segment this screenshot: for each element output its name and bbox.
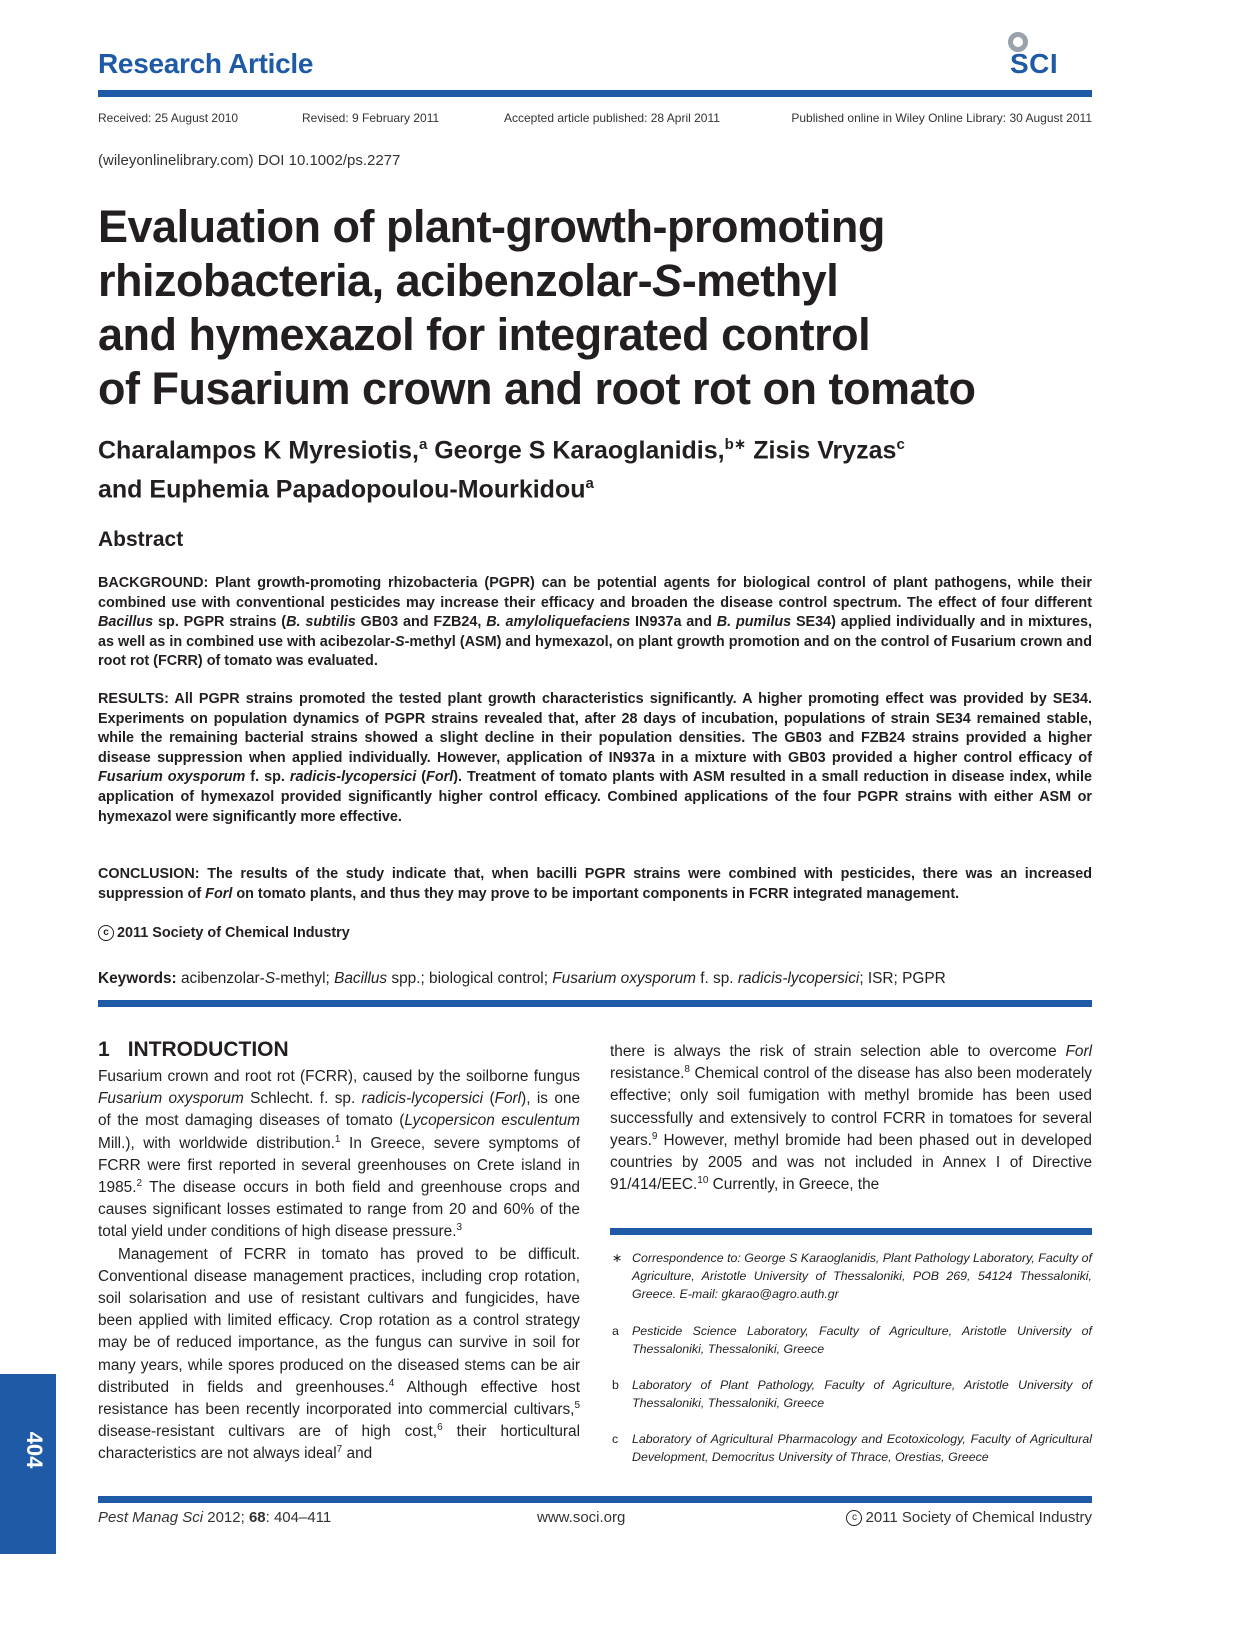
sci-logo <box>1000 30 1090 82</box>
doi-line: (wileyonlinelibrary.com) DOI 10.1002/ps.2277 <box>98 152 401 169</box>
footnote-mark: b <box>612 1378 619 1392</box>
abstract-conclusion: CONCLUSION: The results of the study indicate that, when bacilli PGPR strains were combined with pesticides, there was an increased suppression of Forl on tomato plants, and thus they may prove to be important components in FCRR integrated management. <box>98 866 1092 902</box>
intro-left-column <box>98 1066 580 1466</box>
author-line: Charalampos K Myresiotis,$^a$ George S Karaoglanidis,$^{b∗}$ Zisis Vryzas$^c$ <box>98 436 905 465</box>
footer-citation: Pest Manag Sci 2012; 68: 404–411 <box>98 1509 332 1526</box>
copyright-icon: c <box>98 925 114 941</box>
title-line: Evaluation of plant-growth-promoting <box>98 201 885 252</box>
page-number: 404 <box>22 1431 47 1469</box>
footnote-affiliation-b <box>612 1376 1092 1412</box>
footnote-text: Laboratory of Agricultural Pharmacology and Ecotoxicology, Faculty of Agricultural Development, Democritus University of Thrace, Orestias, Greece <box>632 1432 1092 1464</box>
title-line: and hymexazol for integrated control <box>98 309 871 360</box>
footnote-text: Pesticide Science Laboratory, Faculty of Agriculture, Aristotle University of Thessaloniki, Thessaloniki, Greece <box>632 1324 1092 1356</box>
footnote-mark: c <box>612 1432 619 1446</box>
author-list <box>98 428 1098 507</box>
section-heading <box>98 1038 289 1062</box>
footnote-rule <box>610 1228 1092 1235</box>
author: and Euphemia Papadopoulou-Mourkidou <box>98 475 586 504</box>
paragraph: there is always the risk of strain selection able to overcome Forl resistance.$^8$ Chemical control of the disease has also been moderately effective; only soil fumigation with methyl bromide has been used successfully and extensively to control FCRR in tomatoes for several years.$^9$ However, methyl bromide had been phased out in developed countries by 2005 and was not included in Annex I of Directive 91/414/EEC.$^{10}$ Currently, in Greece, the <box>610 1043 1092 1194</box>
footer-copyright: c 2011 Society of Chemical Industry <box>846 1509 1092 1526</box>
author: Charalampos K Myresiotis, <box>98 436 419 465</box>
copyright-icon: c <box>846 1510 862 1526</box>
paragraph: Fusarium crown and root rot (FCRR), caused by the soilborne fungus Fusarium oxysporum Schlecht. f. sp. radicis-lycopersici (Forl), is one of the most damaging diseases of tomato (Lycopersicon esculentum Mill.), with worldwide distribution.$^1$ In Greece, severe symptoms of FCRR were first reported in several greenhouses on Crete island in 1985.$^2$ The disease occurs in both field and greenhouse crops and causes significant losses estimated to range from 20 and 60% of the total yield under conditions of high disease pressure.$^3$ <box>98 1068 581 1241</box>
abstract-background: BACKGROUND: Plant growth-promoting rhizobacteria (PGPR) can be potential agents for biological control of plant pathogens, while their combined use with conventional pesticides may increase their efficacy and broaden the disease control spectrum. The effect of four different Bacillus sp. PGPR strains (B. subtilis GB03 and FZB24, B. amyloliquefaciens IN937a and B. pumilus SE34) applied individually and in mixtures, as well as in combined use with acibezolar-S-methyl (ASM) and hymexazol, on plant growth promotion and on the control of Fusarium crown and root rot (FCRR) of tomato was evaluated. <box>98 575 1093 670</box>
keywords-label: Keywords: <box>98 970 177 987</box>
footnote-text: Laboratory of Plant Pathology, Faculty of Agriculture, Aristotle University of Thessaloniki, Thessaloniki, Greece <box>632 1378 1092 1410</box>
section-title: INTRODUCTION <box>127 1038 289 1061</box>
published-date: Published online in Wiley Online Library: 30 August 2011 <box>791 111 1092 125</box>
title-line: rhizobacteria, acibenzolar-S-methyl <box>98 255 839 306</box>
footer-rule <box>98 1496 1092 1503</box>
abstract-results: RESULTS: All PGPR strains promoted the tested plant growth characteristics significantly. A higher promoting effect was provided by SE34. Experiments on population dynamics of PGPR strains revealed that, after 28 days of incubation, populations of strain SE34 remained stable, while the remaining bacterial strains showed a slight decline in their population densities. The GB03 and FZB24 strains provided a higher disease suppression when applied individually. However, application of IN937a in a mixture with GB03 provided a higher control efficacy of Fusarium oxysporum f. sp. radicis-lycopersici (Forl). Treatment of tomato plants with ASM resulted in a small reduction in disease index, while application of hymexazol provided significantly higher control efficacy. Combined applications of the four PGPR strains with either ASM or hymexazol were significantly more effective. <box>98 691 1092 825</box>
revised-date: Revised: 9 February 2011 <box>302 111 440 125</box>
sci-logo-text: SCI <box>1010 48 1059 79</box>
intro-right-column <box>610 1041 1092 1196</box>
author: Zisis Vryzas <box>746 436 897 465</box>
accepted-date: Accepted article published: 28 April 2011 <box>504 111 720 125</box>
keywords: Keywords: acibenzolar-S-methyl; Bacillus spp.; biological control; Fusarium oxysporum f. sp. radicis-lycopersici; ISR; PGPR <box>98 970 946 987</box>
section-number: 1 <box>98 1038 110 1061</box>
received-date: Received: 25 August 2010 <box>98 111 239 125</box>
footnote-affiliation-c <box>612 1430 1092 1466</box>
footnote-correspondence <box>612 1249 1092 1303</box>
footnote-text: Correspondence to: George S Karaoglanidis, Plant Pathology Laboratory, Faculty of Agriculture, Aristotle University of Thessaloniki, POB 269, 54124 Thessaloniki, Greece. E-mail: gkarao@agro.auth.gr <box>632 1251 1092 1301</box>
footnote-affiliation-a <box>612 1322 1092 1358</box>
keywords-rule <box>98 1000 1092 1007</box>
header-rule <box>98 90 1092 97</box>
title-line: of Fusarium crown and root rot on tomato <box>98 363 976 414</box>
footer-website: www.soci.org <box>537 1509 626 1526</box>
author: George S Karaoglanidis, <box>427 436 725 465</box>
article-title <box>98 200 1098 416</box>
article-type-heading: Research Article <box>98 48 314 79</box>
author-line: and Euphemia Papadopoulou-Mourkidou$^a$ <box>98 475 594 504</box>
abstract-heading: Abstract <box>98 528 184 551</box>
footnote-mark: ∗ <box>612 1251 623 1265</box>
footnote-mark: a <box>612 1324 619 1338</box>
paragraph: Management of FCRR in tomato has proved to be difficult. Conventional disease management practices, including crop rotation, soil solarisation and use of resistant cultivars and fungicides, have been applied with limited efficacy. Crop rotation as a control strategy may be of reduced importance, as the fungus can survive in soil for many years, while spores produced on the diseased stems can be air distributed in fields and greenhouses.$^4$ Although effective host resistance has been recently incorporated into commercial cultivars,$^5$ disease-resistant cultivars are of high cost,$^6$ their horticultural characteristics are not always ideal$^7$ and <box>98 1245 581 1463</box>
abstract-copyright: c 2011 Society of Chemical Industry <box>98 925 350 941</box>
